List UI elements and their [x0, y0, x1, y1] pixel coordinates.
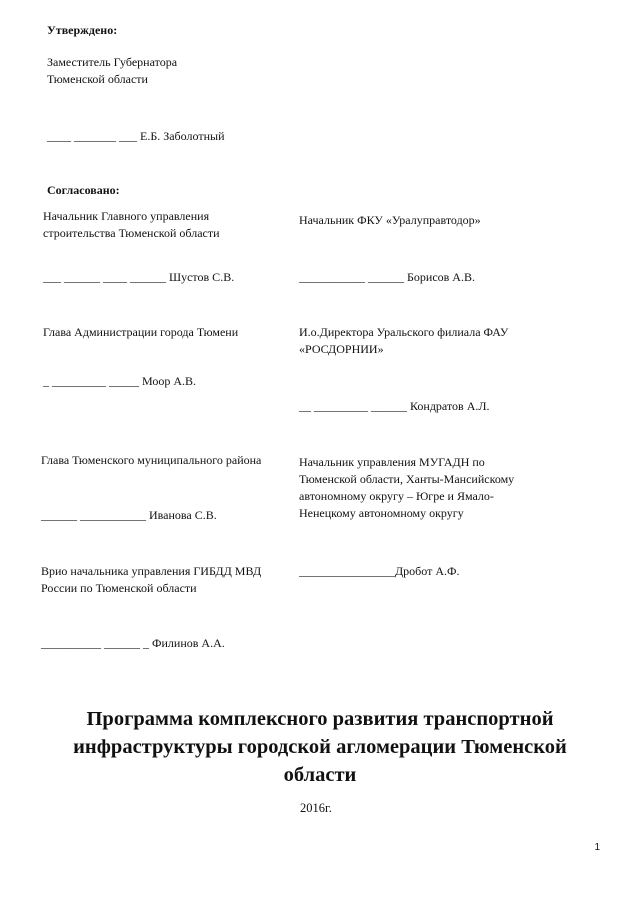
document-title: Программа комплексного развития транспортной инфраструктуры городской агломерации Тюменской области [73, 708, 567, 786]
signatory-signature-line: ___________ ______ Борисов А.В. [299, 270, 475, 284]
agreed-heading: Согласовано: [47, 183, 120, 197]
approved-heading: Утверждено: [47, 23, 118, 37]
page-number: 1 [594, 842, 600, 853]
document-year: 2016г. [300, 801, 332, 815]
signatory-position: Начальник Главного управления строительства Тюменской области [43, 209, 220, 240]
signatory-position: Глава Администрации города Тюмени [43, 325, 239, 339]
approver-position-line1: Заместитель Губернатора [47, 55, 178, 69]
signatory-signature-line: ___ ______ ____ ______ Шустов С.В. [43, 270, 235, 284]
signatory-signature-line: __________ ______ _ Филинов А.А. [41, 636, 225, 650]
signatory-position: Врио начальника управления ГИБДД МВД России по Тюменской области [41, 564, 262, 595]
signatory-position: Начальник ФКУ «Уралуправтодор» [299, 213, 481, 227]
approver-position-line2: Тюменской области [47, 72, 148, 86]
signatory-position: Глава Тюменского муниципального района [41, 453, 262, 467]
signatory-position: И.о.Директора Уральского филиала ФАУ «РОСДОРНИИ» [299, 325, 509, 356]
approver-signature-line: ____ _______ ___ Е.Б. Заболотный [47, 129, 225, 143]
signatory-position: Начальник управления МУГАДН по Тюменской области, Ханты-Мансийскому автономному округу – Югре и Ямало-Ненецкому автономному округу [299, 455, 515, 520]
signatory-signature-line: ______ ___________ Иванова С.В. [41, 508, 217, 522]
signatory-signature-line: ________________Дробот А.Ф. [299, 564, 460, 578]
signatory-signature-line: __ _________ ______ Кондратов А.Л. [299, 399, 490, 413]
signatory-signature-line: _ _________ _____ Моор А.В. [43, 374, 197, 388]
